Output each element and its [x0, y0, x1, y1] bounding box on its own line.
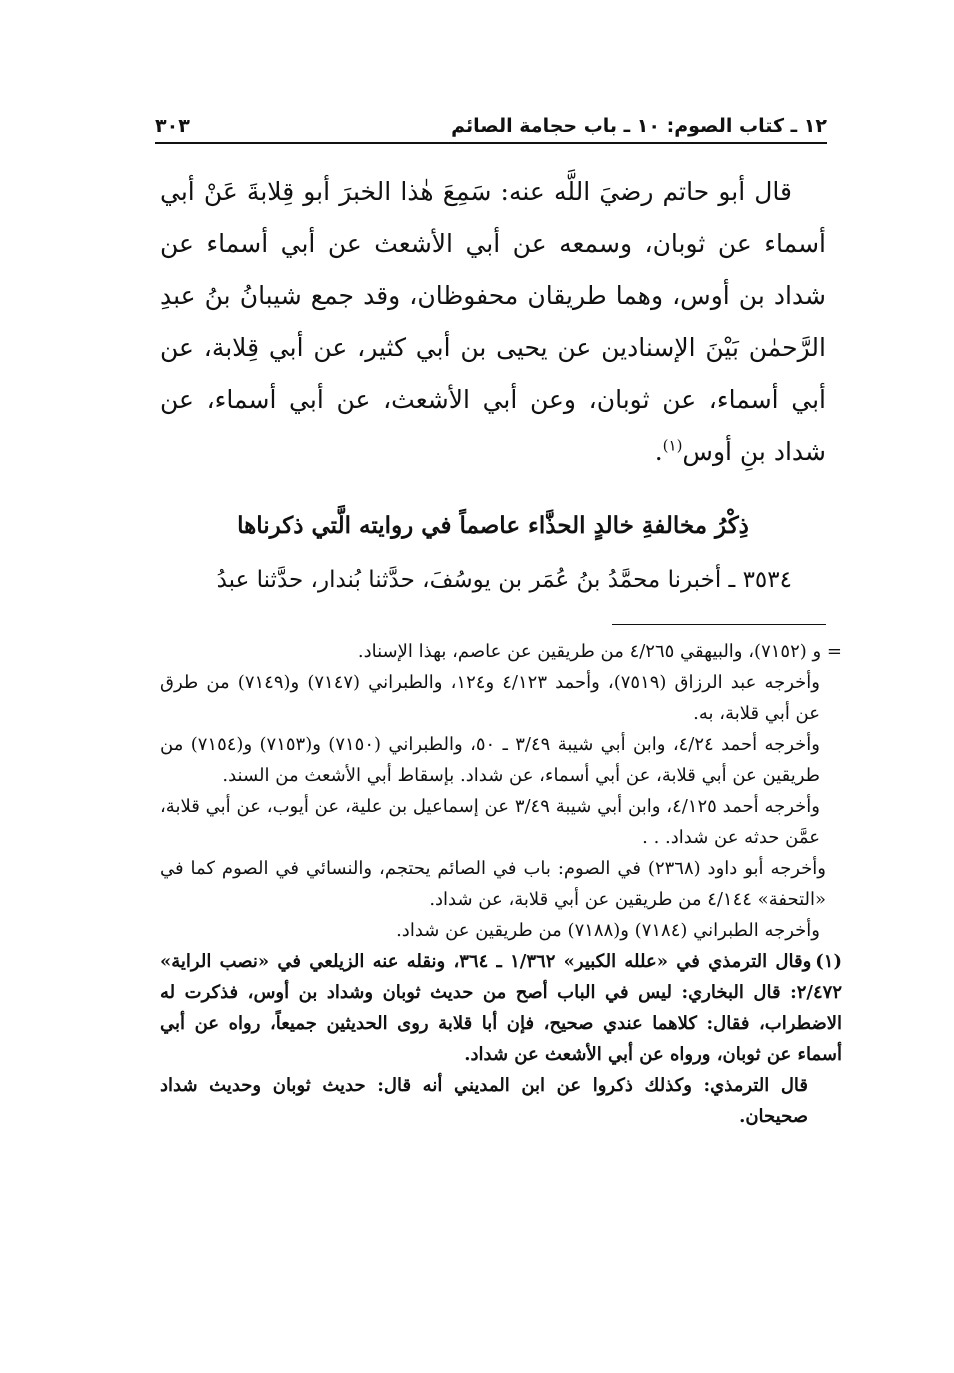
main-text: [160, 166, 826, 478]
footnote-1-text-2: قال الترمذي: وكذلك ذكروا عن ابن المديني أنه قال: حديث ثوبان وحديث شداد صحيحان.: [160, 1075, 808, 1127]
footnote-1-text: وقال الترمذي في «علله الكبير» ١/٣٦٢ ـ ٣٦٤، ونقله عنه الزيلعي في «نصب الراية» ٢/٤٧٢: قال البخاري: ليس في الباب أصح من حديث ثوبان وشداد بن أوس، فذكرت له الاضطراب، فقال: كلاهما عندي صحيح، فإن أبا قلابة روى الحديثين جميعاً، رواه عن أبي أسماء عن ثوبان، ورواه عن أبي الأشعث عن شداد.: [160, 951, 842, 1065]
running-title: ١٢ ـ كتاب الصوم: ١٠ ـ باب حجامة الصائم: [451, 115, 827, 137]
footnote-reference: (١): [662, 436, 683, 455]
footnote-1-number: (١): [815, 951, 842, 972]
footnote-line: وأخرجه عبد الرزاق (٧٥١٩)، وأحمد ٤/١٢٣ و١٢٤، والطبراني (٧١٤٧) و(٧١٤٩) من طرق عن أبي قلابة، به.: [160, 672, 820, 724]
footnote-line: و (٧١٥٢)، والبيهقي ٤/٢٦٥ من طريقين عن عاصم، بهذا الإسناد.: [357, 641, 822, 662]
footnote-1: [160, 946, 842, 1070]
page-number: ٣٠٣: [155, 115, 190, 137]
continuation-marker: =: [826, 641, 842, 662]
footnote-line: وأخرجه أحمد ٤/٢٤، وابن أبي شيبة ٣/٤٩ ـ ٥٠، والطبراني (٧١٥٠) و(٧١٥٣) و(٧١٥٤) من طريقين عن أبي قلابة، عن أبي أسماء، عن شداد. بإسقاط أبي الأشعث من السند.: [160, 734, 820, 786]
chapter-heading: ذِكْرُ مخالفةِ خالدٍ الحذَّاء عاصماً في روايته الَّتي ذكرناها: [237, 512, 749, 539]
main-paragraph: [160, 166, 826, 478]
main-paragraph-end: .: [654, 437, 663, 466]
footnotes: [160, 636, 842, 1132]
main-paragraph-text: قال أبو حاتم رضيَ اللَّه عنه: سَمِعَ هٰذا الخبرَ أبو قِلابةَ عَنْ أبي أسماء عن ثوبان، وسمعه عن أبي الأشعث عن أبي أسماء عن شداد بن أوس، وهما طريقان محفوظان، وقد جمع شيبانُ بنُ عبدِ الرَّحمٰن بَيْنَ الإسنادين عن يحيى بن أبي كثير، عن أبي قِلابة، عن أبي أسماء، عن ثوبان، وعن أبي الأشعث، عن أبي أسماء، عن شداد بنِ أوس: [160, 177, 826, 466]
running-header: [155, 108, 827, 144]
footnote-continuation: [160, 636, 842, 667]
footnote-separator: [612, 624, 826, 625]
footnote-line: وأخرجه أحمد ٤/١٢٥، وابن أبي شيبة ٣/٤٩ عن إسماعيل بن علية، عن أيوب، عن أبي قلابة، عمَّن حدثه عن شداد. . .: [160, 796, 820, 848]
footnote-line: وأخرجه الطبراني (٧١٨٤) و(٧١٨٨) من طريقين عن شداد.: [396, 920, 820, 941]
hadith-start: ٣٥٣٤ ـ أخبرنا محمَّدُ بنُ عُمَر بن يوسُفَ، حدَّثنا بُندار، حدَّثنا عبدُ: [216, 567, 792, 593]
footnote-line: وأخرجه أبو داود (٢٣٦٨) في الصوم: باب في الصائم يحتجم، والنسائي في الصوم كما في «التحفة» ٤/١٤٤ من طريقين عن أبي قلابة، عن شداد.: [160, 858, 826, 910]
